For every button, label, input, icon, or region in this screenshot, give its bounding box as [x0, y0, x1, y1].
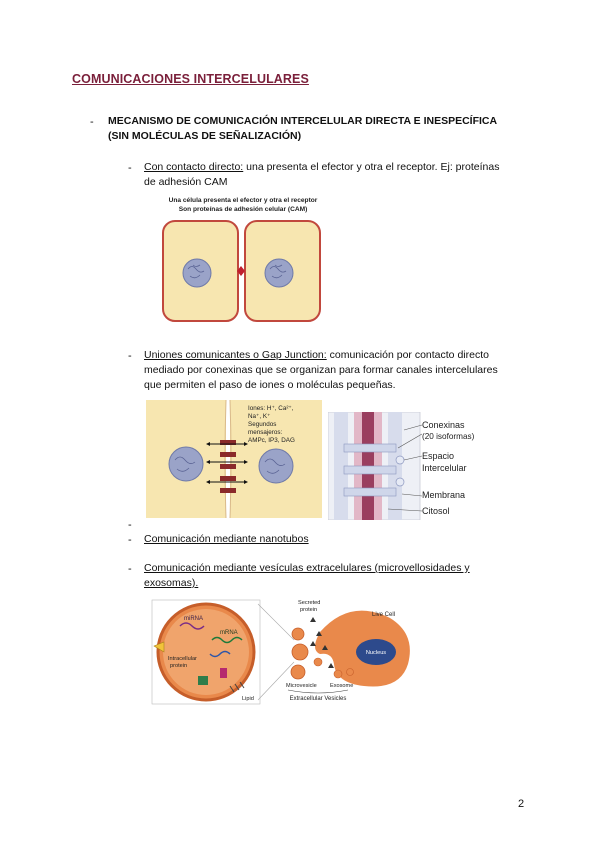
page-number: 2	[518, 798, 525, 810]
citosol-label: Citosol	[422, 506, 450, 516]
nanotubes-bullet-dash: -	[128, 534, 132, 546]
junction-bar-2	[344, 466, 396, 474]
main-point-line1: MECANISMO DE COMUNICACIÓN INTERCELULAR DIRECTA E INESPECÍFICA	[108, 115, 498, 127]
gap-messengers-label: mensajeros:	[248, 429, 283, 436]
exosome-label: Exosome	[330, 683, 354, 689]
connexin-figure	[328, 412, 510, 520]
gap-ions-label: Iones: H⁺, Ca²⁺,	[248, 405, 294, 412]
gap-channel-3	[220, 464, 236, 469]
microvesicle-2	[292, 644, 308, 660]
connexin-isoform-1	[396, 456, 404, 464]
connexin-isoform-2	[396, 478, 404, 486]
secreted-label-2: protein	[300, 607, 318, 613]
exosome-3	[347, 669, 354, 676]
cam-caption-1: Una célula presenta el efector y otra el receptor	[168, 197, 318, 204]
gap-channel-2	[220, 452, 236, 457]
contact-bullet-dash: -	[128, 162, 132, 174]
lipid-label: Lipid	[242, 696, 254, 702]
protein-label: protein	[170, 663, 188, 669]
cam-nucleus-left	[183, 259, 211, 287]
cam-caption-2: Son proteínas de adhesión celular (CAM)	[178, 206, 308, 213]
conexinas-label: Conexinas	[422, 420, 465, 430]
junction-bar-1	[344, 444, 396, 452]
gap-desc-line3: que permiten el paso de iones o moléculas pequeñas.	[144, 379, 396, 391]
vesicles-item	[144, 561, 526, 591]
nucleus-label: Nucleus	[365, 650, 387, 656]
secreted-protein-icon-1	[310, 617, 316, 622]
membrana-label: Membrana	[422, 490, 466, 500]
gap-desc: comunicación por contacto directo	[326, 349, 489, 361]
espacio-label: Espacio	[422, 451, 455, 461]
cam-nucleus-right	[265, 259, 293, 287]
gap-channel-5	[220, 488, 236, 493]
gap-messengers-list: AMPc, IP3, DAG	[248, 437, 295, 444]
zoom-line-top	[258, 604, 294, 640]
vesicles-term-line1: Comunicación mediante vesículas extracelulares (microvellosidades y	[144, 562, 470, 574]
mrna-label: mRNA	[220, 630, 238, 636]
secreted-label-1: Secreted	[298, 600, 321, 606]
cam-figure	[155, 193, 330, 325]
intercelular-label: Intercelular	[422, 463, 467, 473]
main-point	[108, 114, 526, 144]
gap-junction-figure	[146, 400, 322, 518]
protein-block-icon-2	[220, 668, 227, 678]
gap-item	[144, 348, 526, 393]
isoformas-label: (20 isoformas)	[422, 432, 475, 441]
contact-term: Con contacto directo:	[144, 161, 244, 173]
page-title: COMUNICACIONES INTERCELULARES	[72, 72, 309, 86]
gap-intercellular-space	[226, 400, 230, 518]
secreted-protein-icon-5	[328, 663, 334, 668]
gap-bullet-dash: -	[128, 350, 132, 362]
ev-bracket	[288, 690, 348, 693]
vesicles-figure	[150, 596, 412, 706]
vesicles-term-line2: exosomas).	[144, 577, 199, 589]
gap-desc-line2: mediado por conexinas que se organizan para formar canales intercelulares	[144, 364, 498, 376]
gap-nucleus-right	[259, 449, 293, 483]
gap-term: Uniones comunicantes o Gap Junction:	[144, 349, 327, 361]
main-point-line2: (SIN MOLÉCULAS DE SEÑALIZACIÓN)	[108, 130, 302, 142]
zoom-line-bottom	[258, 662, 294, 700]
mirna-label: miRNA	[184, 616, 203, 622]
contact-item	[144, 160, 526, 190]
main-bullet-dash: -	[90, 116, 94, 128]
nanotubes-term: Comunicación mediante nanotubos	[144, 533, 309, 545]
gap-nucleus-left	[169, 447, 203, 481]
exosome-2	[334, 670, 342, 678]
vesicles-bullet-dash: -	[128, 563, 132, 575]
ev-label: Extracellular Vesicles	[289, 696, 347, 702]
nanotubes-item	[144, 532, 526, 547]
contact-desc-line2: de adhesión CAM	[144, 176, 228, 188]
protein-block-icon	[198, 676, 208, 685]
secreted-protein-icon-3	[310, 641, 316, 646]
microvesicle-1	[292, 628, 304, 640]
junction-bar-3	[344, 488, 396, 496]
gap-ions-label-2: Na⁺, K⁺	[248, 413, 271, 420]
gap-second-label: Segundos	[248, 421, 277, 428]
contact-desc: una presenta el efector y otra el receptor. Ej: proteínas	[243, 161, 500, 173]
exosome-1	[314, 658, 322, 666]
live-cell-label: Live Cell	[372, 612, 396, 618]
microvesicle-label: Microvesicle	[286, 683, 317, 689]
empty-bullet-dash: -	[128, 519, 132, 531]
microvesicle-3	[291, 665, 305, 679]
gap-channel-4	[220, 476, 236, 481]
intracellular-label: Intracellular	[168, 656, 197, 662]
